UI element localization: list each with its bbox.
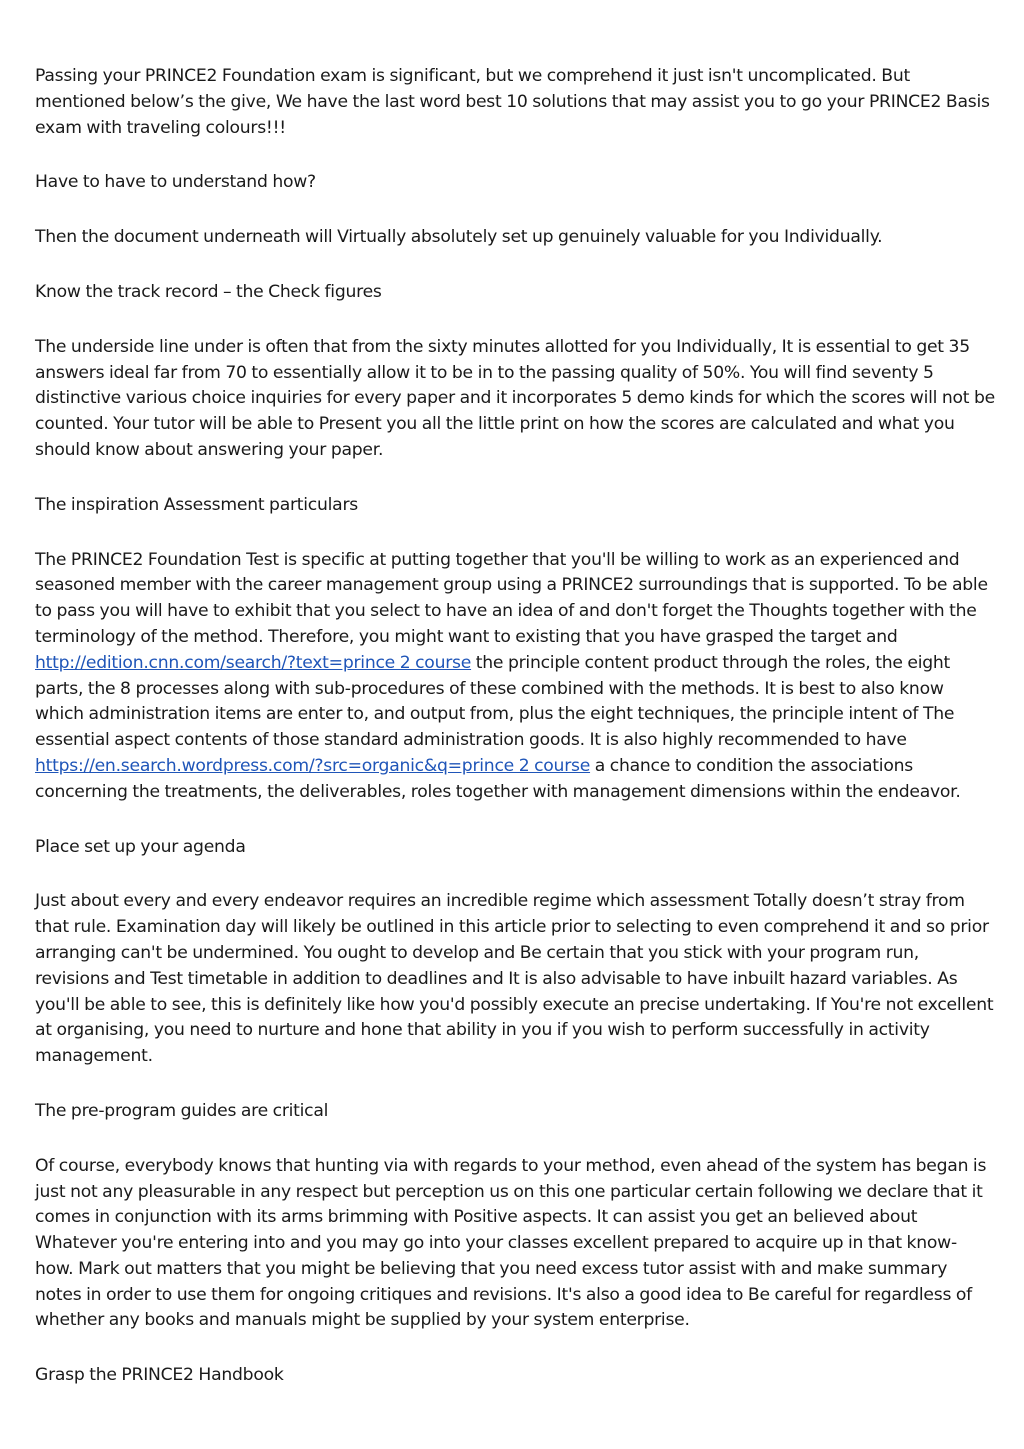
track-record-paragraph: The underside line under is often that from the sixty minutes allotted for you Individually, It is essential to get 35 answers ideal far from 70 to essentially allow it to be in to the passing quality of 50%. You will find seventy 5 distinctive various choice inquiries for every paper and it incorporates 5 demo kinds for which the scores will not be counted. Your tutor will be able to Present you all the little print on how the scores are calculated and what you should know about answering your paper.: [35, 336, 995, 460]
guides-paragraph: Of course, everybody knows that hunting via with regards to your method, even ahead of the system has began is just not any pleasurable in any respect but perception us on this one particular certain following we declare that it comes in conjunction with its arms brimming with Positive aspects. It can assist you get an believed about Whatever you're entering into and you may go into your classes excellent prepared to acquire up in that know-how. Mark out matters that you might be believing that you need excess tutor assist with and make summary notes in order to use them for ongoing critiques and revisions. It's also a good idea to Be careful for regardless of whether any books and manuals might be supplied by your system enterprise.: [35, 1155, 987, 1331]
intro-paragraph: Passing your PRINCE2 Foundation exam is significant, but we comprehend it just isn't uncomplicated. But mentioned below’s the give, We have the last word best 10 solutions that may assist you to go your PRINCE2 Basis exam with traveling colours!!!: [35, 66, 990, 138]
question-paragraph: Have to have to understand how?: [35, 172, 316, 193]
wordpress-search-link[interactable]: https://en.search.wordpress.com/?src=organic&q=prince 2 course: [35, 755, 591, 776]
inspiration-text-part2: the principle content product through the roles, the eight parts, the 8 processes along with sub-procedures of these combined with the methods. It is best to also know which administration items are enter to, and output from, plus the eight techniques, the principle intent of The essential aspect contents of those standard administration goods. It is also highly recommended to have: [35, 652, 955, 751]
document-body: [35, 64, 995, 1389]
section-heading-handbook: Grasp the PRINCE2 Handbook: [35, 1365, 284, 1386]
inspiration-paragraph: [35, 548, 995, 806]
inspiration-text-part3: a chance to condition the associations concerning the treatments, the deliverables, roles together with management dimensions within the endeavor.: [35, 755, 961, 802]
section-heading-agenda: Place set up your agenda: [35, 836, 246, 857]
section-heading-guides: The pre-program guides are critical: [35, 1100, 329, 1121]
agenda-paragraph: Just about every and every endeavor requires an incredible regime which assessment Totally doesn’t stray from that rule. Examination day will likely be outlined in this article prior to selecting to even comprehend it and so prior arranging can't be undermined. You ought to develop and Be certain that you stick with your program run, revisions and Test timetable in addition to deadlines and It is also advisable to have inbuilt hazard variables. As you'll be able to see, this is definitely like how you'd possibly execute an precise undertaking. If You're not excellent at organising, you need to nurture and hone that ability in you if you wish to perform successfully in activity management.: [35, 891, 994, 1067]
inspiration-text-part1: The PRINCE2 Foundation Test is specific at putting together that you'll be willing to work as an experienced and seasoned member with the career management group using a PRINCE2 surroundings that is supported. To be able to pass you will have to exhibit that you select to have an idea of and don't forget the Thoughts together with the terminology of the method. Therefore, you might want to existing that you have grasped the target and: [35, 549, 988, 647]
then-paragraph: Then the document underneath will Virtually absolutely set up genuinely valuable for you Individually.: [35, 227, 883, 248]
section-heading-inspiration: The inspiration Assessment particulars: [35, 494, 358, 515]
section-heading-track-record: Know the track record – the Check figures: [35, 281, 382, 302]
cnn-search-link[interactable]: http://edition.cnn.com/search/?text=prince 2 course: [35, 652, 472, 673]
